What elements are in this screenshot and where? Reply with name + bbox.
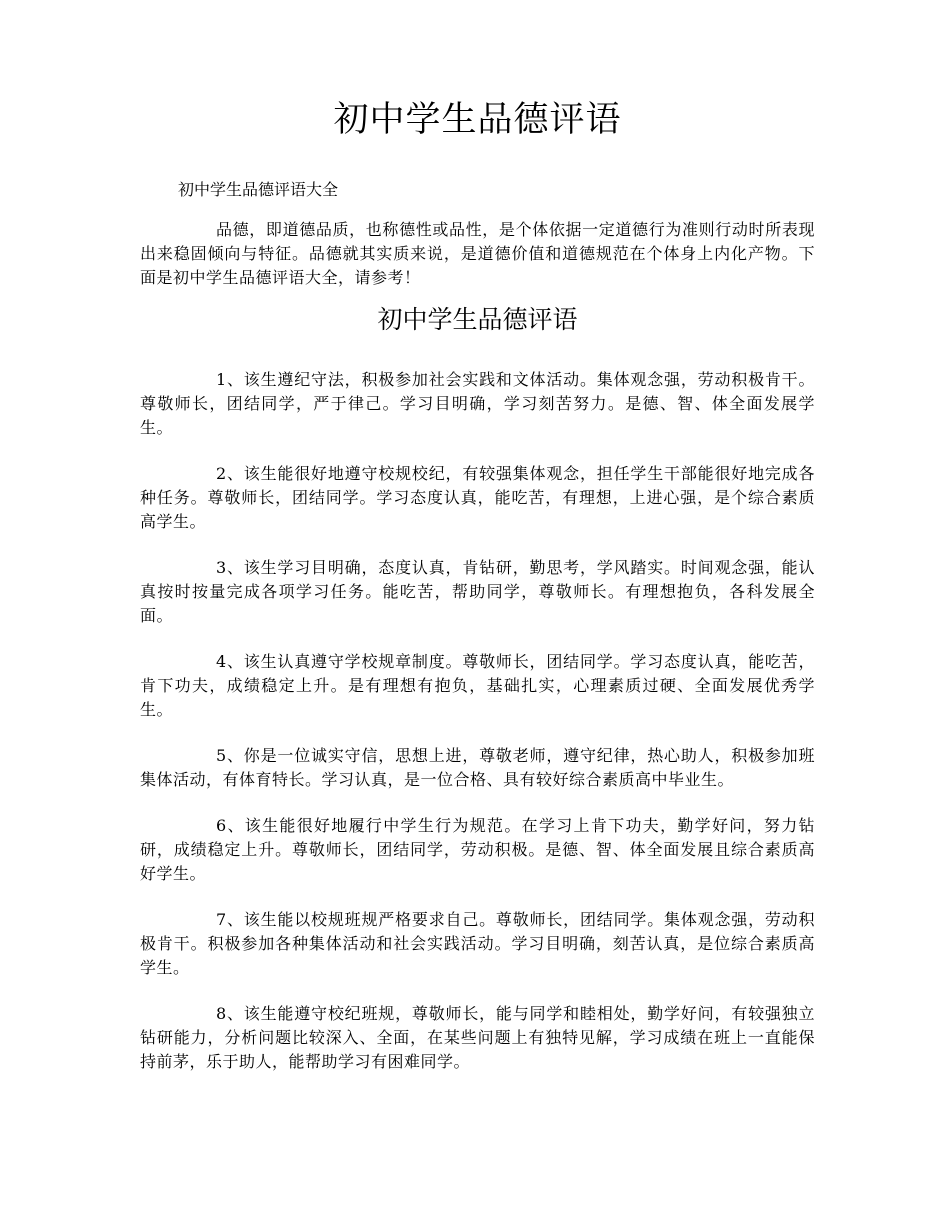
comment-item-6: 6、该生能很好地履行中学生行为规范。在学习上肯下功夫，勤学好问，努力钻研，成绩稳定上升。尊敬师长，团结同学，劳动积极。是德、智、体全面发展且综合素质高好学生。: [140, 816, 815, 883]
comment-item-7: 7、该生能以校规班规严格要求自己。尊敬师长，团结同学。集体观念强，劳动积极肯干。积极参加各种集体活动和社会实践活动。学习目明确，刻苦认真，是位综合素质高学生。: [140, 910, 815, 977]
comment-item-1: 1、该生遵纪守法，积极参加社会实践和文体活动。集体观念强，劳动积极肯干。尊敬师长，团结同学，严于律己。学习目明确，学习刻苦努力。是德、智、体全面发展学生。: [140, 370, 815, 437]
comment-item-3: 3、该生学习目明确，态度认真，肯钻研，勤思考，学风踏实。时间观念强，能认真按时按量完成各项学习任务。能吃苦，帮助同学，尊敬师长。有理想抱负，各科发展全面。: [140, 558, 815, 625]
document-title: 初中学生品德评语: [333, 100, 622, 140]
comment-item-8: 8、该生能遵守校纪班规，尊敬师长，能与同学和睦相处，勤学好问，有较强独立钻研能力，分析问题比较深入、全面，在某些问题上有独特见解，学习成绩在班上一直能保持前茅，乐于助人，能帮助学习有困难同学。: [140, 1004, 815, 1071]
comment-item-4: 4、该生认真遵守学校规章制度。尊敬师长，团结同学。学习态度认真，能吃苦，肯下功夫，成绩稳定上升。是有理想有抱负，基础扎实，心理素质过硬、全面发展优秀学生。: [140, 652, 815, 719]
comment-item-5: 5、你是一位诚实守信，思想上进，尊敬老师，遵守纪律，热心助人，积极参加班集体活动，有体育特长。学习认真，是一位合格、具有较好综合素质高中毕业生。: [140, 746, 815, 789]
section-title: 初中学生品德评语: [377, 305, 578, 334]
comment-item-2: 2、该生能很好地遵守校规校纪，有较强集体观念，担任学生干部能很好地完成各种任务。尊敬师长，团结同学。学习态度认真，能吃苦，有理想，上进心强，是个综合素质高学生。: [140, 464, 815, 531]
document-subtitle: 初中学生品德评语大全: [178, 180, 339, 199]
document-content: [140, 90, 815, 1096]
intro-paragraph: 品德，即道德品质，也称德性或品性，是个体依据一定道德行为准则行动时所表现出来稳固倾向与特征。品德就其实质来说，是道德价值和道德规范在个体身上内化产物。下面是初中学生品德评语大全，请参考！: [140, 220, 815, 287]
